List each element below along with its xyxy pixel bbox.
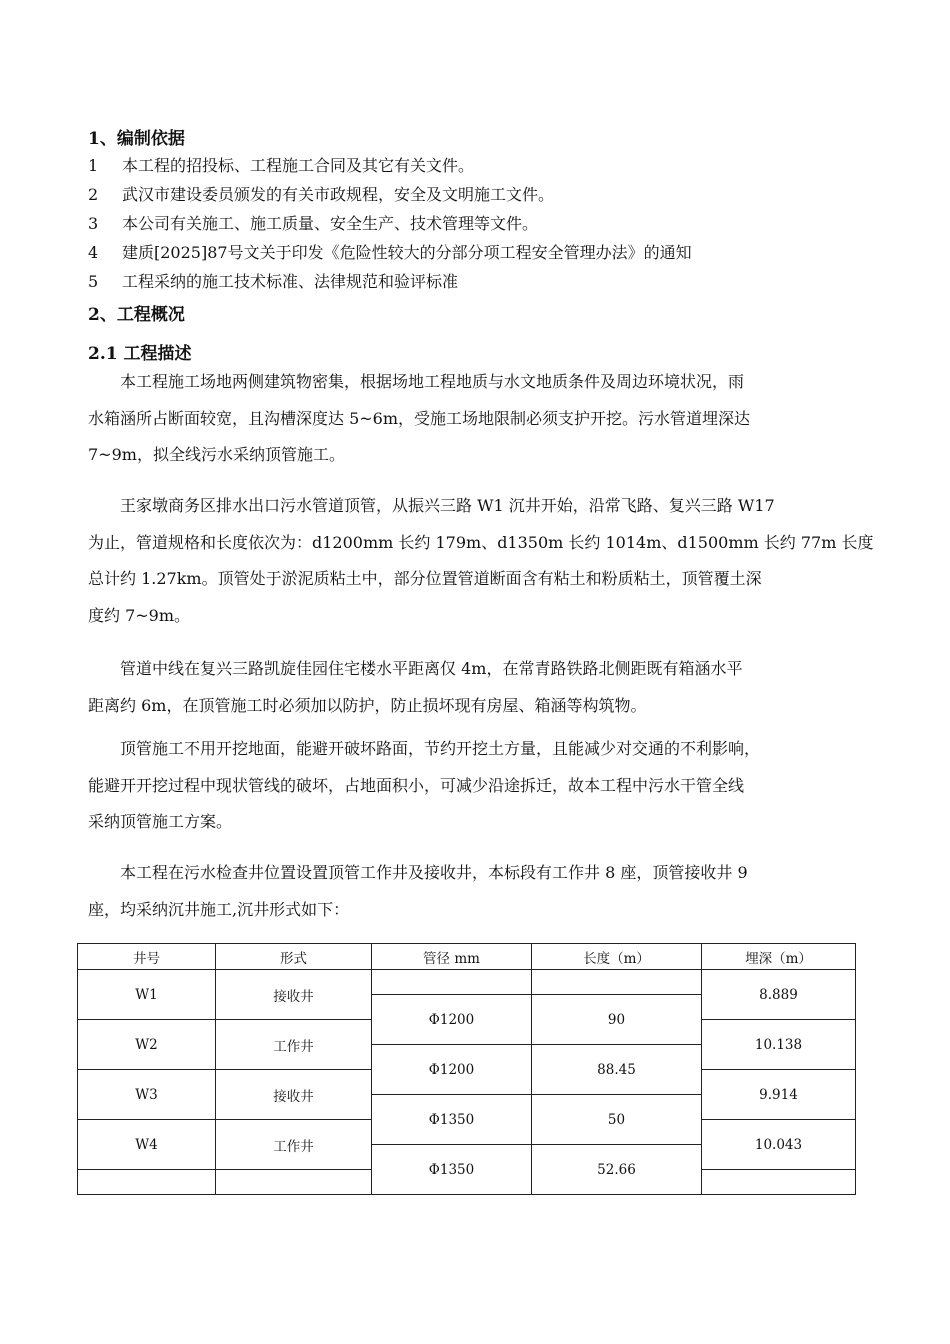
table-header-cell: 形式 bbox=[216, 944, 372, 970]
paragraph-2 bbox=[88, 488, 874, 634]
section-2-1-title: 2.1 工程描述 bbox=[88, 344, 192, 364]
empty-cell bbox=[216, 1170, 372, 1195]
basis-item-text: 本工程的招投标、工程施工合同及其它有关文件。 bbox=[122, 156, 475, 175]
basis-item-number: 5 bbox=[88, 272, 99, 291]
paragraph-1 bbox=[88, 364, 864, 474]
basis-item-number: 2 bbox=[88, 185, 99, 204]
basis-item-number: 3 bbox=[88, 214, 99, 233]
basis-item-text: 本公司有关施工、施工质量、安全生产、技术管理等文件。 bbox=[122, 214, 539, 233]
paragraph-line: 距离约 6m，在顶管施工时必须加以防护，防止损坏现有房屋、箱涵等构筑物。 bbox=[88, 695, 647, 715]
table-header-cell: 井号 bbox=[78, 944, 216, 970]
basis-item-number: 4 bbox=[88, 243, 99, 262]
well-table bbox=[77, 943, 856, 1195]
section-2-title: 2、工程概况 bbox=[88, 305, 185, 325]
paragraph-line: 7~9m，拟全线污水采纳顶管施工。 bbox=[88, 445, 345, 464]
paragraph-line: 管道中线在复兴三路凯旋佳园住宅楼水平距离仅 4m，在常青路铁路北侧距既有箱涵水平 bbox=[120, 659, 743, 678]
pipe-diameter-cell: Φ1350 bbox=[372, 1145, 532, 1195]
paragraph-line: 水箱涵所占断面较宽，且沟槽深度达 5~6m，受施工场地限制必须支护开挖。污水管道埋深达 bbox=[88, 408, 751, 428]
empty-cell bbox=[532, 970, 702, 995]
well-depth-cell: 10.043 bbox=[702, 1120, 856, 1170]
well-id-cell: W2 bbox=[78, 1020, 216, 1070]
paragraph-line: 王家墩商务区排水出口污水管道顶管，从振兴三路 W1 沉井开始，沿常飞路、复兴三路 W17 bbox=[120, 496, 775, 515]
well-depth-cell: 10.138 bbox=[702, 1020, 856, 1070]
pipe-length-cell: 52.66 bbox=[532, 1145, 702, 1195]
pipe-diameter-cell: Φ1200 bbox=[372, 1045, 532, 1095]
basis-item-number: 1 bbox=[88, 156, 99, 175]
empty-cell bbox=[78, 1170, 216, 1195]
table-header-row bbox=[78, 944, 856, 970]
paragraph-line: 顶管施工不用开挖地面，能避开破坏路面，节约开挖土方量，且能减少对交通的不利影响， bbox=[120, 739, 761, 758]
paragraph-3 bbox=[88, 651, 864, 724]
table-header-cell: 管径 mm bbox=[372, 944, 532, 970]
well-id-cell: W4 bbox=[78, 1120, 216, 1170]
basis-item-4 bbox=[88, 240, 692, 263]
well-type-cell: 接收井 bbox=[216, 970, 372, 1020]
section-1-title: 1、编制依据 bbox=[88, 129, 185, 149]
basis-item-1 bbox=[88, 153, 474, 176]
basis-item-text: 建质[2025]87号文关于印发《危险性较大的分部分项工程安全管理办法》的通知 bbox=[122, 243, 692, 262]
pipe-diameter-cell: Φ1350 bbox=[372, 1095, 532, 1145]
well-id-cell: W1 bbox=[78, 970, 216, 1020]
paragraph-line: 能避开开挖过程中现状管线的破坏，占地面积小，可减少沿途拆迁，故本工程中污水干管全线 bbox=[88, 775, 745, 795]
paragraph-line: 本工程在污水检查井位置设置顶管工作井及接收井，本标段有工作井 8 座，顶管接收井 9 bbox=[120, 863, 748, 882]
paragraph-line: 采纳顶管施工方案。 bbox=[88, 812, 233, 831]
basis-item-text: 武汉市建设委员颁发的有关市政规程，安全及文明施工文件。 bbox=[122, 185, 555, 204]
paragraph-5 bbox=[88, 855, 864, 928]
pipe-length-cell: 90 bbox=[532, 995, 702, 1045]
table-row bbox=[78, 970, 856, 995]
well-type-cell: 工作井 bbox=[216, 1120, 372, 1170]
paragraph-line: 为止，管道规格和长度依次为：d1200mm 长约 179m、d1350m 长约 1014m、d1500mm 长约 77m 长度 bbox=[88, 532, 874, 552]
pipe-length-cell: 88.45 bbox=[532, 1045, 702, 1095]
empty-cell bbox=[702, 1170, 856, 1195]
well-type-cell: 接收井 bbox=[216, 1070, 372, 1120]
table-header-cell: 长度（m） bbox=[532, 944, 702, 970]
paragraph-line: 座，均采纳沉井施工,沉井形式如下： bbox=[88, 899, 350, 919]
paragraph-line: 本工程施工场地两侧建筑物密集，根据场地工程地质与水文地质条件及周边环境状况，雨 bbox=[120, 372, 745, 391]
paragraph-4 bbox=[88, 731, 864, 841]
well-depth-cell: 8.889 bbox=[702, 970, 856, 1020]
basis-item-3 bbox=[88, 211, 538, 234]
basis-item-5 bbox=[88, 269, 458, 292]
well-id-cell: W3 bbox=[78, 1070, 216, 1120]
well-type-cell: 工作井 bbox=[216, 1020, 372, 1070]
pipe-diameter-cell: Φ1200 bbox=[372, 995, 532, 1045]
paragraph-line: 总计约 1.27km。顶管处于淤泥质粘土中，部分位置管道断面含有粘土和粉质粘土，顶管覆土深 bbox=[88, 569, 762, 588]
well-depth-cell: 9.914 bbox=[702, 1070, 856, 1120]
basis-item-2 bbox=[88, 182, 554, 205]
table-header-cell: 埋深（m） bbox=[702, 944, 856, 970]
pipe-length-cell: 50 bbox=[532, 1095, 702, 1145]
paragraph-line: 度约 7~9m。 bbox=[88, 605, 191, 625]
empty-cell bbox=[372, 970, 532, 995]
basis-item-text: 工程采纳的施工技术标准、法律规范和验评标准 bbox=[122, 272, 459, 291]
